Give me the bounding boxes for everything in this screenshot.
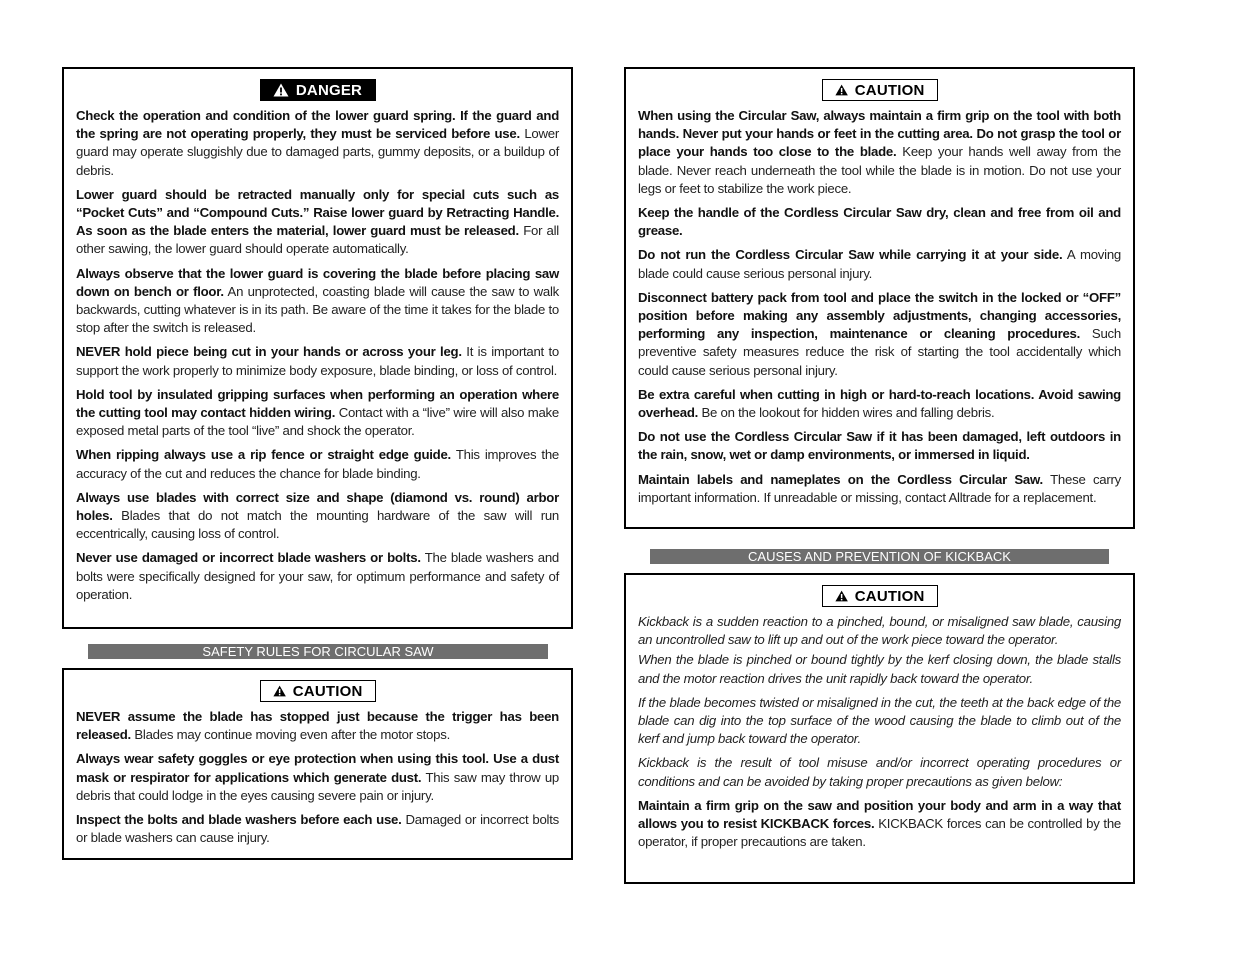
- caution-item: Do not use the Cordless Circular Saw if it has been damaged, left outdoors in the rain, snow, wet or damp environments, or immersed in liquid.: [638, 429, 1121, 463]
- warning-triangle-icon: [835, 83, 848, 97]
- danger-item: Check the operation and condition of the lower guard spring. If the guard and the spring are not operating properly, they must be serviced before use. Lower guard may operate sluggishly due to damaged parts, gummy deposits, or a buildup of debris.: [76, 108, 559, 178]
- danger-badge: [260, 79, 376, 101]
- kickback-paragraph: If the blade becomes twisted or misaligned in the cut, the teeth at the back edge of the blade can dig into the top surface of the wood causing the blade to climb out of the kerf and jump back toward the operator.: [638, 694, 1121, 747]
- danger-item: NEVER hold piece being cut in your hands or across your leg. It is important to support the work properly to minimize body exposure, blade binding, or loss of control.: [76, 344, 559, 378]
- warning-triangle-icon: [835, 589, 848, 603]
- caution-item: Keep the handle of the Cordless Circular Saw dry, clean and free from oil and grease.: [638, 205, 1121, 239]
- caution-badge: [822, 79, 938, 101]
- caution-item: Always wear safety goggles or eye protection when using this tool. Use a dust mask or respirator for applications which generate dust. This saw may throw up debris that could lodge in the eyes causing severe pain or injury.: [76, 751, 559, 803]
- caution-badge-label: CAUTION: [854, 587, 925, 605]
- danger-item: Lower guard should be retracted manually only for special cuts such as “Pocket Cuts” and “Compound Cuts.” Raise lower guard by Retracting Handle. As soon as the blade enters the material, lower guard must be released. For all other sawing, the lower guard should operate automatically.: [76, 186, 559, 257]
- kickback-header: CAUSES AND PREVENTION OF KICKBACK: [650, 549, 1109, 564]
- caution-item: When using the Circular Saw, always maintain a firm grip on the tool with both hands. Never put your hands or feet in the cutting area. Do not grasp the tool or place your hands too close to the blade. Keep your hands well away from the blade. Never reach underneath the tool while the blade is in motion. Do not use your legs or feet to stabilize the work piece.: [638, 108, 1121, 196]
- caution-item: NEVER assume the blade has stopped just because the trigger has been released. Blades may continue moving even after the motor stops.: [76, 709, 559, 743]
- danger-item: When ripping always use a rip fence or straight edge guide. This improves the accuracy of the cut and reduces the chance for blade binding.: [76, 447, 559, 481]
- caution-item: Inspect the bolts and blade washers before each use. Damaged or incorrect bolts or blade washers can cause injury.: [76, 812, 559, 846]
- danger-item: Always observe that the lower guard is covering the blade before placing saw down on bench or floor. An unprotected, coasting blade will cause the saw to walk backwards, cutting whatever is in its path. Be aware of the time it takes for the blade to stop after the switch is released.: [76, 265, 559, 336]
- caution-badge-label: CAUTION: [854, 81, 925, 99]
- caution-item: Be extra careful when cutting in high or hard-to-reach locations. Avoid sawing overhead. Be on the lookout for hidden wires and falling debris.: [638, 386, 1121, 421]
- danger-badge-label: DANGER: [295, 81, 363, 99]
- kickback-paragraph: Kickback is a sudden reaction to a pinched, bound, or misaligned saw blade, causing an uncontrolled saw to lift up and out of the work piece toward the operator.: [638, 614, 1121, 648]
- caution-item: Maintain labels and nameplates on the Cordless Circular Saw. These carry important information. If unreadable or missing, contact Alltrade for a replacement.: [638, 471, 1122, 505]
- caution-badge: [260, 680, 376, 702]
- danger-box: [62, 67, 573, 629]
- safety-rules-header: SAFETY RULES FOR CIRCULAR SAW: [88, 644, 548, 659]
- caution-badge-label: CAUTION: [292, 682, 363, 700]
- kickback-final-item: Maintain a firm grip on the saw and position your body and arm in a way that allows you to resist KICKBACK forces. KICKBACK forces can be controlled by the operator, if proper precautions are taken.: [638, 797, 1122, 850]
- warning-triangle-icon: [273, 684, 286, 698]
- kickback-paragraph: Kickback is the result of tool misuse and/or incorrect operating procedures or conditions and can be avoided by taking proper precautions as given below:: [638, 755, 1121, 789]
- caution-item: Do not run the Cordless Circular Saw while carrying it at your side. A moving blade could cause serious personal injury.: [638, 247, 1121, 281]
- caution-box-kickback: [624, 573, 1135, 884]
- kickback-paragraph: When the blade is pinched or bound tightly by the kerf closing down, the blade stalls and the motor reaction drives the unit rapidly back toward the operator.: [638, 652, 1121, 686]
- danger-item: Never use damaged or incorrect blade washers or bolts. The blade washers and bolts were specifically designed for your saw, for optimum performance and safety of operation.: [76, 550, 559, 602]
- danger-item: Always use blades with correct size and shape (diamond vs. round) arbor holes. Blades that do not match the mounting hardware of the saw will run eccentrically, causing loss of control.: [76, 489, 559, 542]
- caution-badge: [822, 585, 938, 607]
- caution-box-right-top: [624, 67, 1135, 529]
- caution-box-left: [62, 668, 573, 860]
- caution-item: Disconnect battery pack from tool and place the switch in the locked or “OFF” position before making any assembly adjustments, changing accessories, performing any inspection, maintenance or cleaning procedures. Such preventive safety measures reduce the risk of starting the tool accidentally which could cause serious personal injury.: [638, 289, 1121, 378]
- warning-triangle-icon: [273, 83, 289, 97]
- danger-item: Hold tool by insulated gripping surfaces when performing an operation where the cutting tool may contact hidden wiring. Contact with a “live” wire will also make exposed metal parts of the tool “live” and shock the operator.: [76, 386, 559, 439]
